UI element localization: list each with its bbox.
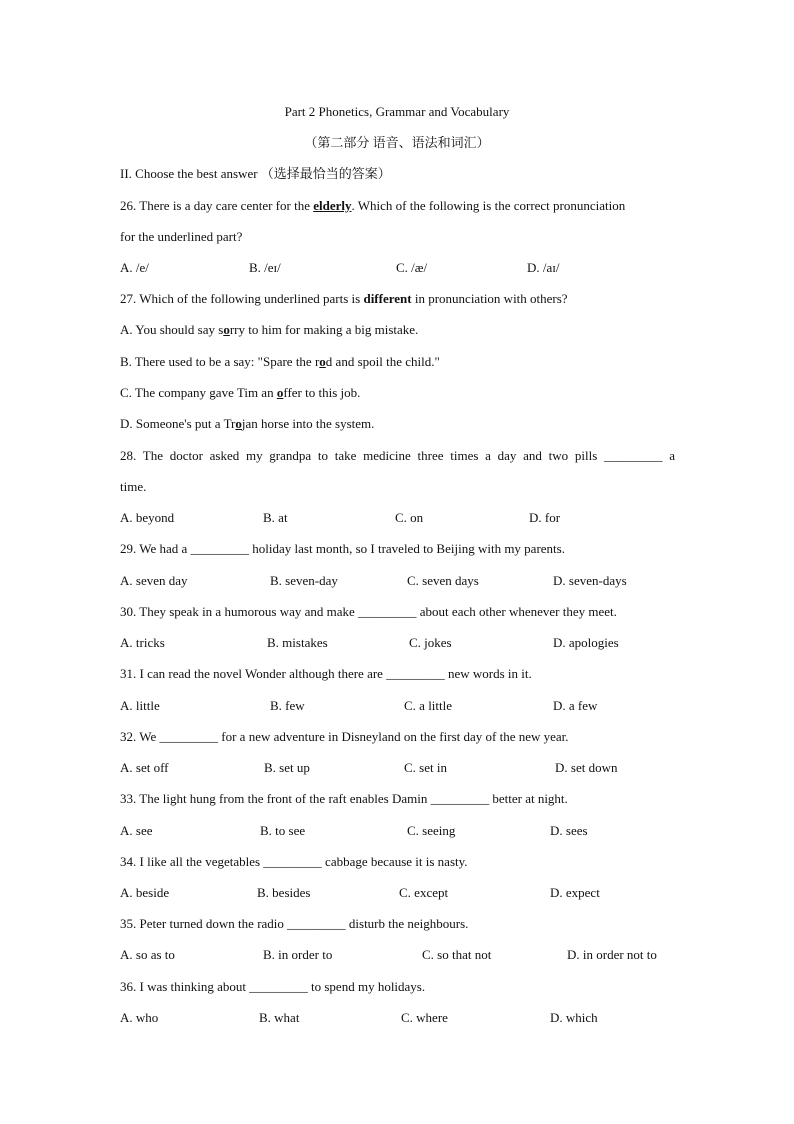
question-32-stem: 32. We _________ for a new adventure in Disneyland on the first day of the new year. [120, 729, 569, 744]
question-30-stem: 30. They speak in a humorous way and make _________ about each other whenever they meet. [120, 604, 617, 619]
question-33-stem: 33. The light hung from the front of the raft enables Damin _________ better at night. [120, 791, 568, 806]
question-29-option-b[interactable]: B. seven-day [270, 573, 338, 588]
question-26-option-c[interactable]: C. /æ/ [396, 260, 428, 275]
question-29-stem: 29. We had a _________ holiday last month, so I traveled to Beijing with my parents. [120, 541, 565, 556]
question-26-stem: 26. There is a day care center for the elderly. Which of the following is the correct pronunciation [120, 198, 626, 213]
question-33-option-d[interactable]: D. sees [550, 823, 588, 838]
question-33-option-a[interactable]: A. see [120, 823, 153, 838]
question-35-option-b[interactable]: B. in order to [263, 947, 333, 962]
question-32-option-b[interactable]: B. set up [264, 760, 310, 775]
question-27-stem: 27. Which of the following underlined parts is different in pronunciation with others? [120, 291, 568, 306]
part-title-chinese: （第二部分 语音、语法和词汇） [304, 135, 490, 150]
question-31-option-d[interactable]: D. a few [553, 698, 598, 713]
question-27-option-b[interactable]: B. There used to be a say: "Spare the rod and spoil the child." [120, 354, 440, 369]
question-33-option-b[interactable]: B. to see [260, 823, 306, 838]
question-28-option-a[interactable]: A. beyond [120, 510, 175, 525]
question-32-option-d[interactable]: D. set down [555, 760, 618, 775]
question-28-stem: 28. The doctor asked my grandpa to take medicine three times a day and two pills _________ a [120, 448, 675, 463]
question-27-option-d[interactable]: D. Someone's put a Trojan horse into the system. [120, 416, 375, 431]
question-29-option-a[interactable]: A. seven day [120, 573, 188, 588]
question-30-option-b[interactable]: B. mistakes [267, 635, 328, 650]
question-28-option-b[interactable]: B. at [263, 510, 288, 525]
question-35-stem: 35. Peter turned down the radio _________ disturb the neighbours. [120, 916, 469, 931]
question-27-option-a[interactable]: A. You should say sorry to him for making a big mistake. [120, 322, 419, 337]
question-27-option-c[interactable]: C. The company gave Tim an offer to this job. [120, 385, 361, 400]
part-title: Part 2 Phonetics, Grammar and Vocabulary [284, 104, 510, 119]
underlined-bold-word: elderly [313, 198, 352, 213]
question-34-option-b[interactable]: B. besides [257, 885, 311, 900]
question-28-stem-line2: time. [120, 479, 147, 494]
question-26-option-b[interactable]: B. /eɪ/ [249, 260, 281, 275]
question-34-option-c[interactable]: C. except [399, 885, 449, 900]
question-31-stem: 31. I can read the novel Wonder although there are _________ new words in it. [120, 666, 532, 681]
question-36-option-d[interactable]: D. which [550, 1010, 598, 1025]
question-30-option-a[interactable]: A. tricks [120, 635, 165, 650]
question-32-option-c[interactable]: C. set in [404, 760, 447, 775]
question-36-option-c[interactable]: C. where [401, 1010, 448, 1025]
question-28-option-d[interactable]: D. for [529, 510, 561, 525]
question-28-option-c[interactable]: C. on [395, 510, 424, 525]
question-32-option-a[interactable]: A. set off [120, 760, 169, 775]
question-30-option-d[interactable]: D. apologies [553, 635, 619, 650]
question-35-option-c[interactable]: C. so that not [422, 947, 492, 962]
question-34-option-d[interactable]: D. expect [550, 885, 600, 900]
question-29-option-c[interactable]: C. seven days [407, 573, 479, 588]
section-title: II. Choose the best answer （选择最恰当的答案） [120, 166, 391, 181]
question-29-option-d[interactable]: D. seven-days [553, 573, 627, 588]
question-33-option-c[interactable]: C. seeing [407, 823, 456, 838]
question-34-option-a[interactable]: A. beside [120, 885, 170, 900]
question-36-option-b[interactable]: B. what [259, 1010, 300, 1025]
question-35-option-d[interactable]: D. in order not to [567, 947, 657, 962]
question-31-option-c[interactable]: C. a little [404, 698, 453, 713]
question-30-option-c[interactable]: C. jokes [409, 635, 452, 650]
question-35-option-a[interactable]: A. so as to [120, 947, 175, 962]
question-36-option-a[interactable]: A. who [120, 1010, 159, 1025]
question-31-option-b[interactable]: B. few [270, 698, 305, 713]
question-26-stem-line2: for the underlined part? [120, 229, 243, 244]
question-34-stem: 34. I like all the vegetables _________ cabbage because it is nasty. [120, 854, 468, 869]
question-36-stem: 36. I was thinking about _________ to spend my holidays. [120, 979, 426, 994]
bold-keyword: different [363, 291, 412, 306]
question-26-option-a[interactable]: A. /e/ [120, 260, 149, 275]
question-31-option-a[interactable]: A. little [120, 698, 160, 713]
question-26-option-d[interactable]: D. /aɪ/ [527, 260, 560, 275]
